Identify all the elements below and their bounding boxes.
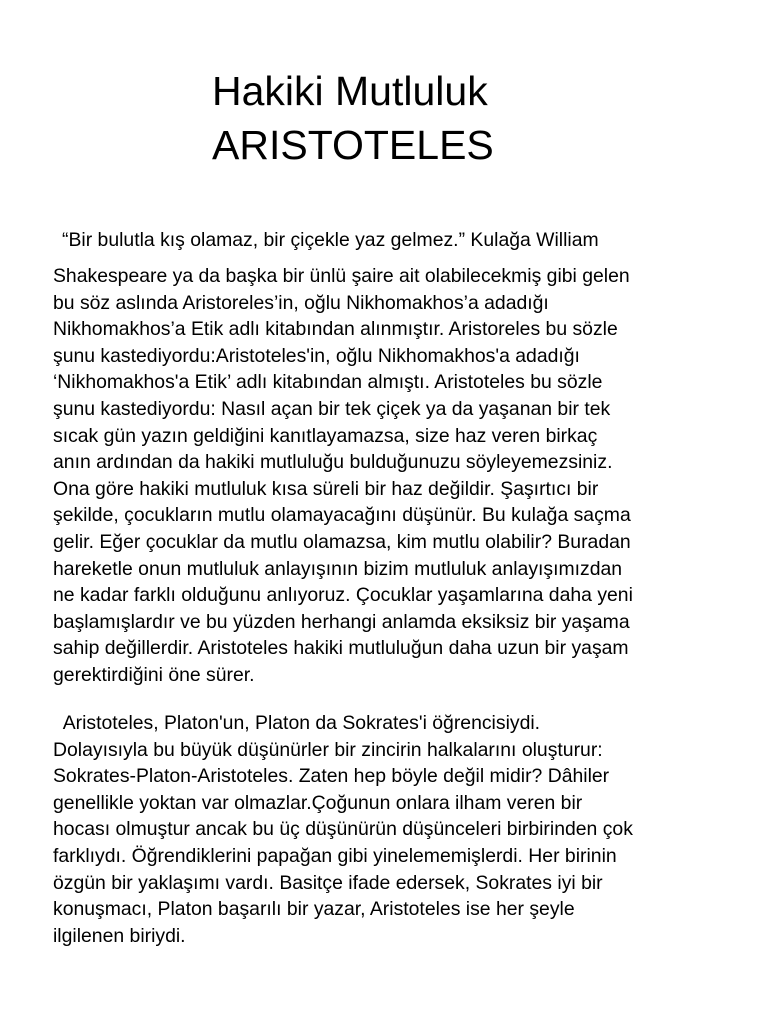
paragraph-2-line: ilgilenen biriydi. [53,924,186,947]
paragraph-1-first-line: “Bir bulutla kış olamaz, bir çiçekle yaz gelmez.” Kulağa William [62,229,599,251]
paragraph-1-line: başlamışlardır ve bu yüzden herhangi anlamda eksiksiz bir yaşama [53,610,630,633]
paragraph-2-line: farklıydı. Öğrendiklerini papağan gibi yinelememişlerdi. Her birinin [53,844,617,867]
paragraph-1-line: gerektirdiğini öne sürer. [53,663,255,686]
paragraph-1-line: şunu kastediyordu:Aristoteles'in, oğlu Nikhomakhos'a adadığı [53,344,580,367]
paragraph-1-line: hareketle onun mutluluk anlayışının bizim mutluluk anlayışımızdan [53,557,623,580]
paragraph-2-line: hocası olmuştur ancak bu üç düşünürün düşünceleri birbirinden çok [53,818,633,841]
paragraph-1-line: bu söz aslında Aristoreles’in, oğlu Nikhomakhos’a adadığı [53,291,549,314]
paragraph-2-line: özgün bir yaklaşımı vardı. Basitçe ifade edersek, Sokrates iyi bir [53,871,603,894]
paragraph-1-line: ‘Nikhomakhos'a Etik’ adlı kitabından almıştı. Aristoteles bu sözle [53,371,603,394]
paragraph-1-line: anın ardından da hakiki mutluluğu bulduğunuzu söyleyemezsiniz. [53,451,613,474]
paragraph-2-line: Sokrates-Platon-Aristoteles. Zaten hep böyle değil midir? Dâhiler [53,765,610,788]
paragraph-1-line: ne kadar farklı olduğunu anlıyoruz. Çocuklar yaşamlarına daha yeni [53,584,633,607]
paragraph-2 [53,710,753,949]
paragraph-1-line: Ona göre hakiki mutluluk kısa süreli bir haz değildir. Şaşırtıcı bir [53,477,599,500]
title-block [212,64,612,172]
paragraph-1 [53,263,753,689]
paragraph-2-line: genellikle yoktan var olmazlar.Çoğunun onlara ilham veren bir [53,791,583,814]
paragraph-1-line: Shakespeare ya da başka bir ünlü şaire ait olabilecekmiş gibi gelen [53,265,630,287]
document-title: Hakiki Mutluluk [212,68,488,114]
paragraph-1-line: gelir. Eğer çocuklar da mutlu olamazsa, kim mutlu olabilir? Buradan [53,530,631,553]
paragraph-1-line: sahip değillerdir. Aristoteles hakiki mutluluğun daha uzun bir yaşam [53,637,629,660]
document-author: ARISTOTELES [212,122,494,168]
paragraph-1-line: şekilde, çocukların mutlu olamayacağını düşünür. Bu kulağa saçma [53,504,631,527]
paragraph-2-line: Dolayısıyla bu büyük düşünürler bir zincirin halkalarını oluşturur: [53,738,603,761]
paragraph-1-line: sıcak gün yazın geldiğini kanıtlayamazsa, size haz veren birkaç [53,424,598,447]
paragraph-1-line: şunu kastediyordu: Nasıl açan bir tek çiçek ya da yaşanan bir tek [53,397,611,420]
paragraph-2-line: konuşmacı, Platon başarılı bir yazar, Aristoteles ise her şeyle [53,898,575,921]
paragraph-2-line: Aristoteles, Platon'un, Platon da Sokrates'i öğrencisiydi. [53,712,541,734]
paragraph-1-line: Nikhomakhos’a Etik adlı kitabından alınmıştır. Aristoreles bu sözle [53,318,618,341]
